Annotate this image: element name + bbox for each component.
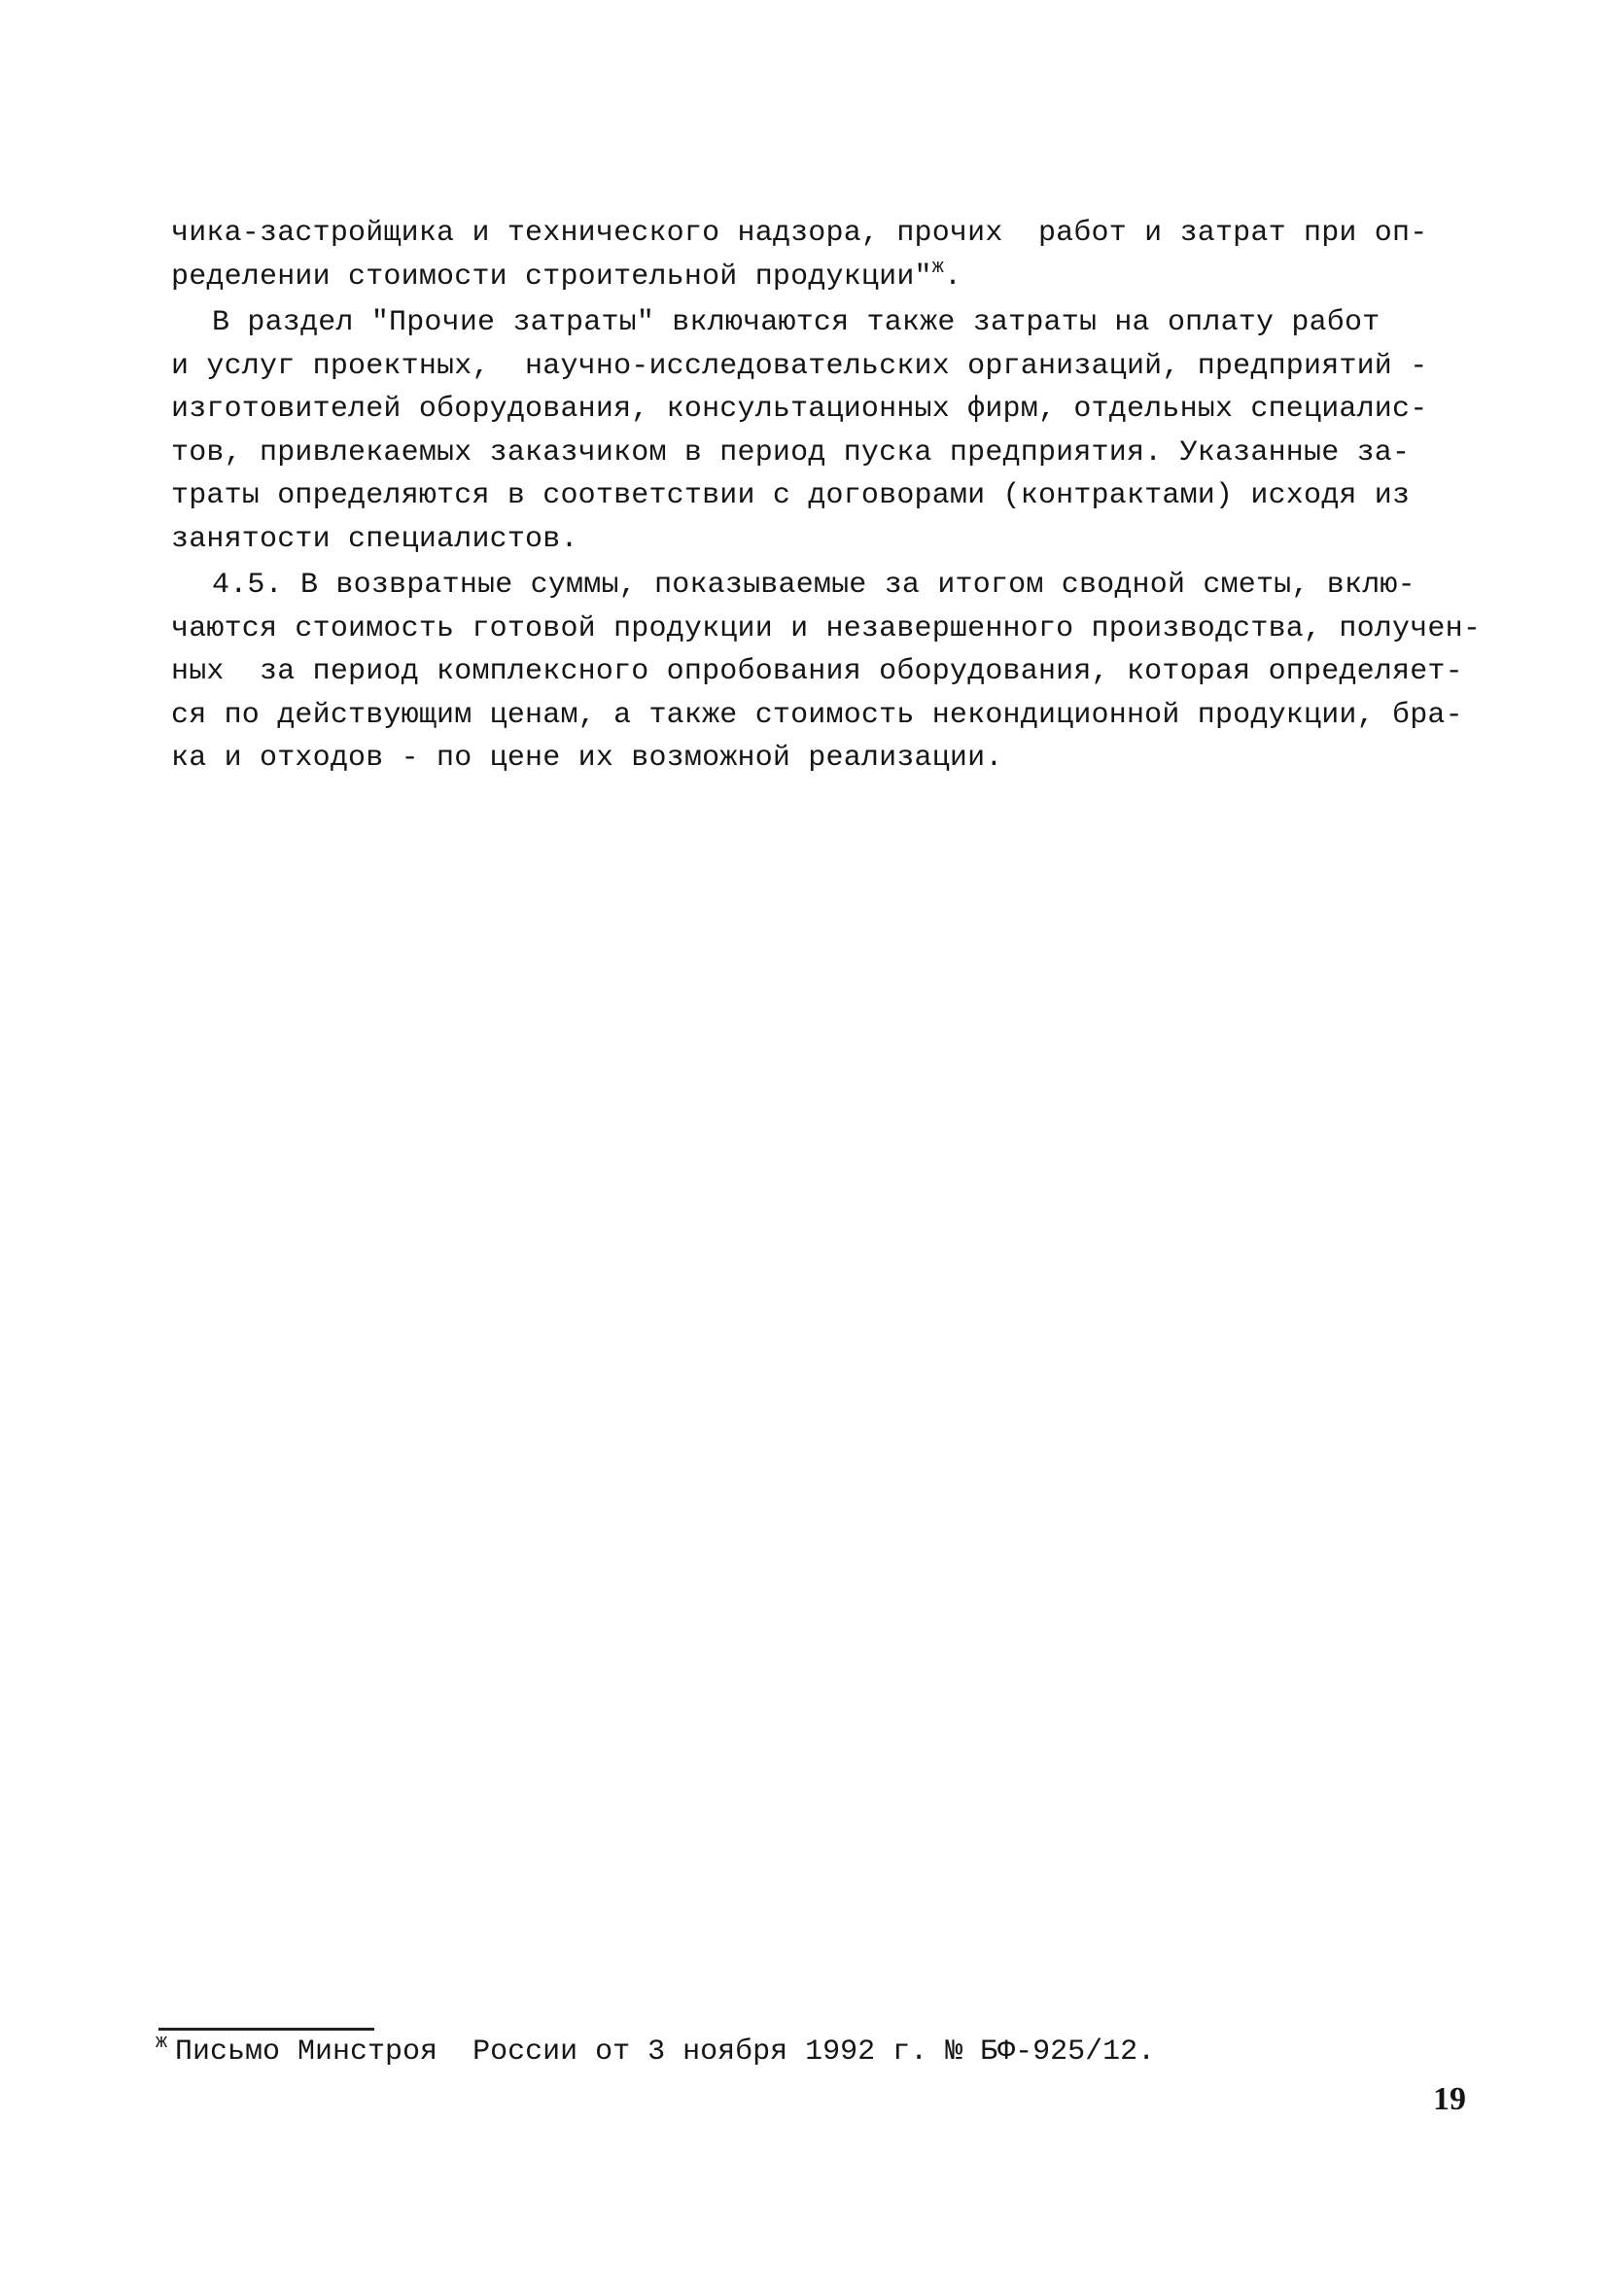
paragraph-first-line: В раздел "Прочие затраты" включаются также затраты на оплату работ (212, 306, 1381, 339)
page-number: 19 (1433, 2081, 1466, 2117)
paragraph-first-line: 4.5. В возвратные суммы, показываемые за итогом сводной сметы, вклю- (212, 569, 1416, 602)
footnote-text: Письмо Минстроя России от 3 ноября 1992 г. № БФ-925/12. (175, 2035, 1156, 2069)
text-line: занятости специалистов. (171, 522, 578, 556)
text-line: ных за период комплексного опробования оборудования, которая определяет- (171, 655, 1463, 688)
text-line: чаются стоимость готовой продукции и незавершенного производства, получен- (171, 611, 1482, 645)
footnote (156, 2022, 1155, 2073)
body-text (171, 212, 1482, 781)
text-line-content: ределении стоимости строительной продукции" (171, 260, 932, 294)
text-line: траты определяются в соответствии с договорами (контрактами) исходя из (171, 479, 1411, 512)
footnote-reference-mark: ж (931, 256, 944, 279)
text-line: ка и отходов - по цене их возможной реализации. (171, 742, 1003, 775)
text-line: ся по действующим ценам, а также стоимость некондиционной продукции, бра- (171, 698, 1463, 732)
text-line: чика-застройщика и технического надзора, прочих работ и затрат при оп- (171, 217, 1428, 250)
text-line: и услуг проектных, научно-исследовательских организаций, предприятий - (171, 349, 1428, 383)
text-line-end: . (943, 260, 962, 294)
footnote-mark: ж (156, 2032, 168, 2054)
text-line: тов, привлекаемых заказчиком в период пуска предприятия. Указанные за- (171, 435, 1411, 470)
text-line: изготовителей оборудования, консультационных фирм, отдельных специалис- (171, 393, 1428, 426)
text-line (171, 256, 1454, 299)
